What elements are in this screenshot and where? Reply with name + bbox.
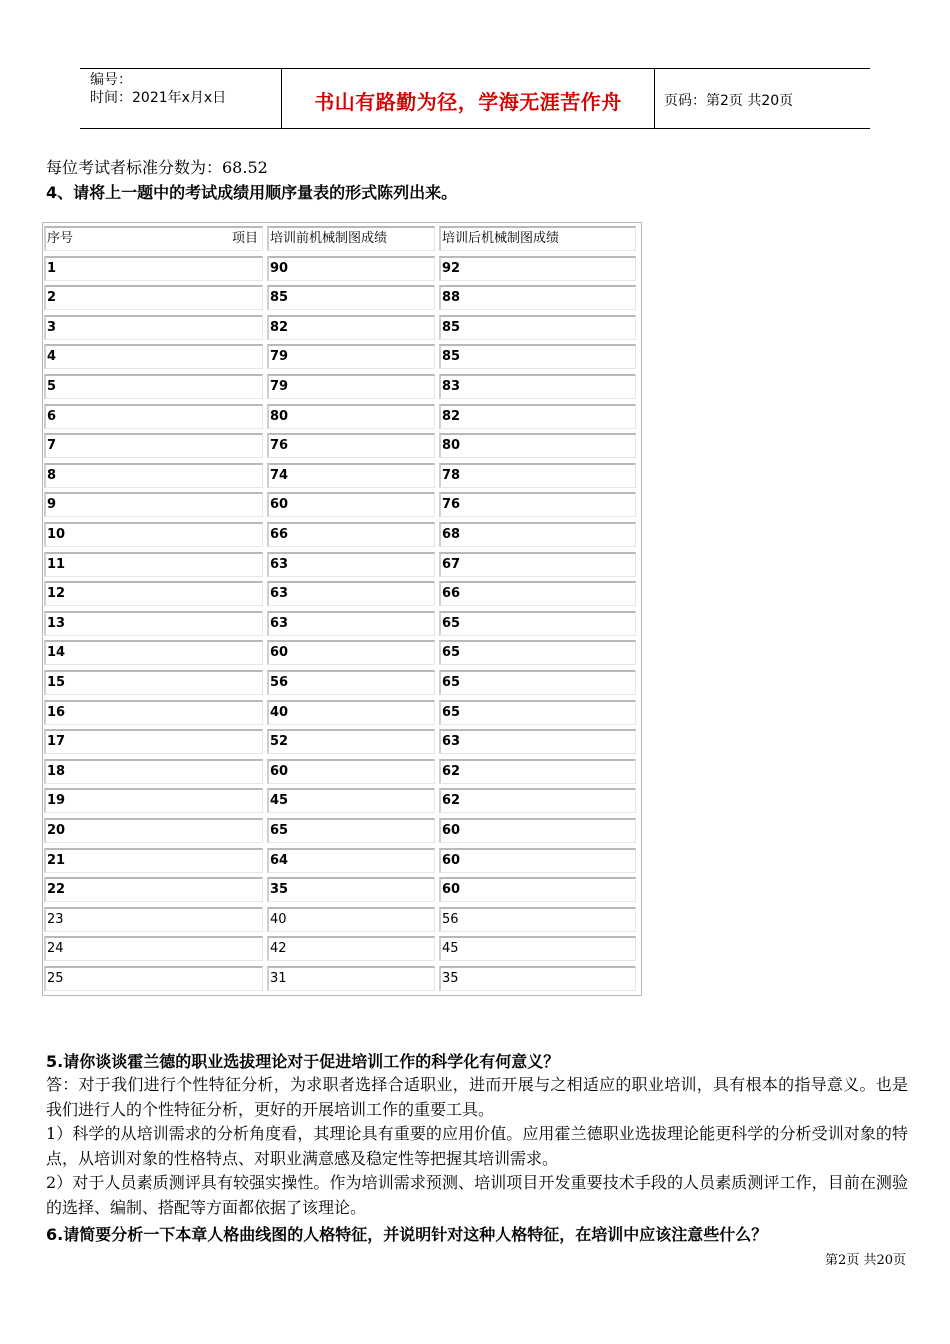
table-row — [43, 341, 641, 371]
table-cell-index: 1 — [44, 256, 263, 281]
table-cell-index: 11 — [44, 552, 263, 577]
table-cell-after: 80 — [439, 433, 636, 458]
table-cell-index: 24 — [44, 936, 263, 961]
table-cell-index: 23 — [44, 907, 263, 932]
table-row — [43, 933, 641, 963]
table-row — [43, 815, 641, 845]
table-row — [43, 874, 641, 904]
table-row — [43, 756, 641, 786]
table-cell-before: 31 — [267, 966, 435, 991]
table-cell-before: 60 — [267, 640, 435, 665]
table-cell-after: 65 — [439, 670, 636, 695]
header-cell-after: 培训后机械制图成绩 — [439, 226, 636, 251]
table-row — [43, 578, 641, 608]
table-cell-before: 90 — [267, 256, 435, 281]
table-cell-before: 60 — [267, 492, 435, 517]
table-row — [43, 608, 641, 638]
header-index-label: 序号 — [47, 231, 74, 246]
table-cell-after: 60 — [439, 848, 636, 873]
table-cell-index: 19 — [44, 788, 263, 813]
table-cell-after: 88 — [439, 285, 636, 310]
table-cell-index: 22 — [44, 877, 263, 902]
table-row — [43, 460, 641, 490]
table-cell-before: 79 — [267, 344, 435, 369]
table-cell-index: 16 — [44, 700, 263, 725]
table-row — [43, 963, 641, 993]
table-cell-before: 64 — [267, 848, 435, 873]
table-cell-before: 85 — [267, 285, 435, 310]
table-cell-after: 63 — [439, 729, 636, 754]
table-cell-before: 52 — [267, 729, 435, 754]
table-cell-index: 25 — [44, 966, 263, 991]
table-cell-after: 67 — [439, 552, 636, 577]
table-cell-before: 65 — [267, 818, 435, 843]
answer-paragraph-3: 2）对于人员素质测评具有较强实操性。作为培训需求预测、培训项目开发重要技术手段的人员素质测评工作，目前在测验的选择、编制、搭配等方面都依据了该理论。 — [46, 1173, 908, 1217]
table-cell-index: 10 — [44, 522, 263, 547]
table-cell-before: 63 — [267, 581, 435, 606]
table-cell-after: 85 — [439, 315, 636, 340]
table-cell-before: 74 — [267, 463, 435, 488]
table-row — [43, 904, 641, 934]
table-cell-after: 83 — [439, 374, 636, 399]
table-cell-index: 6 — [44, 404, 263, 429]
table-cell-before: 42 — [267, 936, 435, 961]
table-row — [43, 637, 641, 667]
table-cell-index: 17 — [44, 729, 263, 754]
standard-score-text: 每位考试者标准分数为：68.52 — [46, 158, 268, 177]
header-cell-index — [44, 226, 263, 251]
table-row — [43, 667, 641, 697]
header-item-label: 项目 — [231, 231, 258, 246]
table-cell-after: 60 — [439, 818, 636, 843]
table-cell-index: 14 — [44, 640, 263, 665]
table-cell-after: 82 — [439, 404, 636, 429]
table-row — [43, 845, 641, 875]
table-cell-before: 66 — [267, 522, 435, 547]
table-cell-index: 12 — [44, 581, 263, 606]
table-cell-index: 18 — [44, 759, 263, 784]
table-cell-before: 40 — [267, 700, 435, 725]
score-table — [42, 222, 642, 996]
table-cell-before: 76 — [267, 433, 435, 458]
table-cell-after: 60 — [439, 877, 636, 902]
table-cell-before: 40 — [267, 907, 435, 932]
table-row — [43, 726, 641, 756]
table-row — [43, 253, 641, 283]
header-bottom-rule — [80, 128, 870, 129]
table-row — [43, 697, 641, 727]
table-header-row — [43, 223, 641, 253]
question-4-heading: 4、请将上一题中的考试成绩用顺序量表的形式陈列出来。 — [46, 183, 458, 202]
table-cell-index: 15 — [44, 670, 263, 695]
table-cell-before: 35 — [267, 877, 435, 902]
table-cell-index: 8 — [44, 463, 263, 488]
table-cell-index: 3 — [44, 315, 263, 340]
question-6-heading: 6.请简要分析一下本章人格曲线图的人格特征，并说明针对这种人格特征，在培训中应该注意些什么？ — [46, 1225, 768, 1244]
table-cell-before: 79 — [267, 374, 435, 399]
table-row — [43, 371, 641, 401]
table-cell-after: 92 — [439, 256, 636, 281]
table-cell-before: 45 — [267, 788, 435, 813]
answer-paragraph-2: 1）科学的从培训需求的分析角度看，其理论具有重要的应用价值。应用霍兰德职业选拔理论能更科学的分析受训对象的特点，从培训对象的性格特点、对职业满意感及稳定性等把握其培训需求。 — [46, 1124, 908, 1168]
table-cell-after: 85 — [439, 344, 636, 369]
table-cell-before: 63 — [267, 611, 435, 636]
table-cell-before: 60 — [267, 759, 435, 784]
table-cell-index: 4 — [44, 344, 263, 369]
table-cell-after: 35 — [439, 966, 636, 991]
table-cell-before: 82 — [267, 315, 435, 340]
table-row — [43, 489, 641, 519]
page-header — [80, 68, 870, 129]
table-cell-index: 13 — [44, 611, 263, 636]
header-divider — [654, 68, 655, 129]
table-cell-index: 9 — [44, 492, 263, 517]
table-row — [43, 401, 641, 431]
table-cell-before: 63 — [267, 552, 435, 577]
table-cell-index: 5 — [44, 374, 263, 399]
table-cell-before: 80 — [267, 404, 435, 429]
answer-paragraph-1: 答：对于我们进行个性特征分析，为求职者选择合适职业，进而开展与之相适应的职业培训，具有根本的指导意义。也是我们进行人的个性特征分析，更好的开展培训工作的重要工具。 — [46, 1075, 908, 1119]
table-row — [43, 549, 641, 579]
header-page-info: 页码：第2页 共20页 — [664, 93, 794, 109]
table-cell-after: 62 — [439, 759, 636, 784]
table-cell-index: 7 — [44, 433, 263, 458]
table-row — [43, 430, 641, 460]
code-label: 编号： — [90, 72, 132, 88]
table-row — [43, 282, 641, 312]
table-cell-index: 21 — [44, 848, 263, 873]
table-cell-after: 62 — [439, 788, 636, 813]
table-cell-after: 68 — [439, 522, 636, 547]
header-cell-before: 培训前机械制图成绩 — [267, 226, 435, 251]
table-cell-after: 65 — [439, 640, 636, 665]
table-cell-after: 65 — [439, 611, 636, 636]
time-label: 时间：2021年x月x日 — [90, 90, 227, 106]
table-cell-after: 65 — [439, 700, 636, 725]
table-cell-index: 20 — [44, 818, 263, 843]
table-cell-index: 2 — [44, 285, 263, 310]
page-footer: 第2页 共20页 — [825, 1253, 906, 1268]
table-cell-after: 78 — [439, 463, 636, 488]
table-row — [43, 312, 641, 342]
table-cell-after: 56 — [439, 907, 636, 932]
table-cell-after: 66 — [439, 581, 636, 606]
table-row — [43, 519, 641, 549]
table-cell-after: 45 — [439, 936, 636, 961]
table-row — [43, 785, 641, 815]
table-cell-before: 56 — [267, 670, 435, 695]
header-motto: 书山有路勤为径，学海无涯苦作舟 — [314, 90, 622, 114]
header-top-rule — [80, 68, 870, 69]
table-cell-after: 76 — [439, 492, 636, 517]
question-5-heading: 5.请你谈谈霍兰德的职业选拔理论对于促进培训工作的科学化有何意义？ — [46, 1052, 560, 1071]
